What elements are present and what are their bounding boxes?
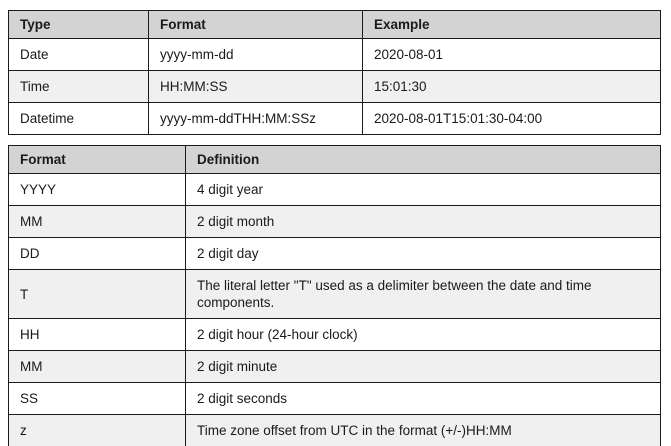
table-cell: Time	[9, 71, 149, 103]
table-cell: T	[9, 270, 186, 319]
table-row-datetime	[9, 103, 661, 135]
table-cell: 15:01:30	[363, 71, 661, 103]
table-cell: MM	[9, 206, 186, 238]
date-time-format-table	[8, 10, 661, 135]
table-row-hh	[9, 319, 661, 351]
column-header-definition: Definition	[186, 146, 661, 174]
table-header-row	[9, 146, 661, 174]
table-row-dd	[9, 238, 661, 270]
table-row-t	[9, 270, 661, 319]
table-cell: YYYY	[9, 174, 186, 206]
table-cell: The literal letter "T" used as a delimiter between the date and time components.	[186, 270, 661, 319]
table-row-mm-month	[9, 206, 661, 238]
table-cell: 2020-08-01T15:01:30-04:00	[363, 103, 661, 135]
table-cell: 2 digit month	[186, 206, 661, 238]
table-row-time	[9, 71, 661, 103]
column-header-example: Example	[363, 11, 661, 39]
table-cell: Date	[9, 39, 149, 71]
column-header-type: Type	[9, 11, 149, 39]
table-cell: HH:MM:SS	[149, 71, 363, 103]
table-cell: 2 digit hour (24-hour clock)	[186, 319, 661, 351]
table-row-z	[9, 415, 661, 446]
table-cell: SS	[9, 383, 186, 415]
table-cell: MM	[9, 351, 186, 383]
table-row-mm-minute	[9, 351, 661, 383]
table-cell: yyyy-mm-dd	[149, 39, 363, 71]
table-row-ss	[9, 383, 661, 415]
table-row-date	[9, 39, 661, 71]
table-cell: z	[9, 415, 186, 446]
table-cell: 4 digit year	[186, 174, 661, 206]
column-header-format: Format	[9, 146, 186, 174]
table-cell: DD	[9, 238, 186, 270]
table-cell: 2 digit seconds	[186, 383, 661, 415]
table-cell: 2 digit minute	[186, 351, 661, 383]
column-header-format: Format	[149, 11, 363, 39]
table-cell: 2020-08-01	[363, 39, 661, 71]
table-cell: HH	[9, 319, 186, 351]
table-header-row	[9, 11, 661, 39]
table-cell: Time zone offset from UTC in the format (+/-)HH:MM	[186, 415, 661, 446]
table-cell: yyyy-mm-ddTHH:MM:SSz	[149, 103, 363, 135]
table-row-yyyy	[9, 174, 661, 206]
table-cell: 2 digit day	[186, 238, 661, 270]
format-definition-table	[8, 145, 661, 446]
table-cell: Datetime	[9, 103, 149, 135]
